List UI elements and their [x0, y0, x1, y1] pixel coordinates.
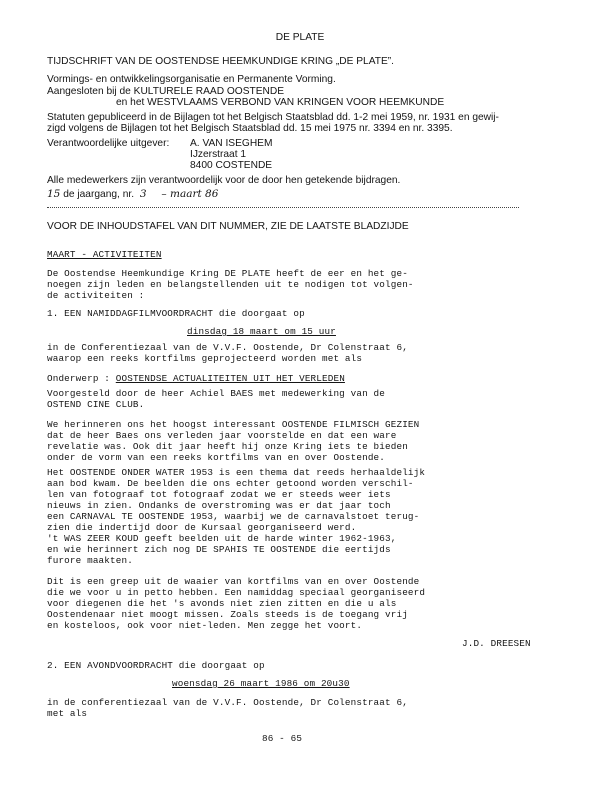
statutes-line-2: zigd volgens de Bijlagen tot het Belgisch Staatsblad dd. 15 mei 1975 nr. 3394 en nr. 3395. — [47, 123, 453, 134]
paragraph-line: nieuws in zien. Ondanks de overstroming was er dat jaar toch — [47, 500, 391, 511]
item1-paragraph-3 — [47, 576, 547, 631]
paragraph-line: en wie herinnert zich nog DE SPAHIS TE OOSTENDE die eertijds — [47, 544, 391, 555]
item1-subject — [47, 373, 345, 384]
issue-label: de jaargang, nr. — [63, 189, 135, 200]
issue-month: – maart 86 — [161, 188, 219, 200]
publisher-name: A. VAN ISEGHEM — [190, 138, 273, 149]
intro-paragraph — [47, 268, 547, 301]
page-number: 86 - 65 — [262, 733, 303, 744]
masthead-title-text: DE PLATE — [275, 32, 325, 43]
intro-line: de activiteiten : — [47, 290, 145, 301]
paragraph-line: en kosteloos, ook voor niet-leden. Men zegge het voort. — [47, 620, 363, 631]
subject-text: OOSTENDSE ACTUALITEITEN UIT HET VERLEDEN — [115, 373, 345, 384]
toc-note: VOOR DE INHOUDSTAFEL VAN DIT NUMMER, ZIE DE LAATSTE BLADZIJDE — [47, 221, 409, 232]
presented-line: Voorgesteld door de heer Achiel BAES met medewerking van de — [47, 388, 386, 399]
item1-paragraph-1 — [47, 419, 547, 463]
paragraph-line: We herinneren ons het hoogst interessant OOSTENDE FILMISCH GEZIEN — [47, 419, 420, 430]
item1-location — [47, 342, 547, 364]
item2-location-line: met als — [47, 708, 88, 719]
intro-line: noegen zijn leden en belangstellenden uit te nodigen tot volgen- — [47, 279, 414, 290]
statutes-line-1: Statuten gepubliceerd in de Bijlagen tot het Belgisch Staatsblad dd. 1-2 mei 1959, nr. 1931 en gewij- — [47, 112, 499, 123]
issue-line — [47, 188, 218, 201]
paragraph-line: onder de vorm van een reeks kortfilms van en over Oostende. — [47, 452, 386, 463]
paragraph-line: 't WAS ZEER KOUD geeft beelden uit de harde winter 1962-1963, — [47, 533, 397, 544]
signature: J.D. DREESEN — [462, 638, 531, 649]
paragraph-line: Dit is een greep uit de waaier van kortfilms van en over Oostende — [47, 576, 420, 587]
item1-paragraph-2 — [47, 467, 547, 566]
item1-date: dinsdag 18 maart om 15 uur — [187, 326, 336, 337]
paragraph-line: dat de heer Baes ons verleden jaar voorstelde en dat een ware — [47, 430, 397, 441]
paragraph-line: een CARNAVAL TE OOSTENDE 1953, waarbij we de carnavalstoet terug- — [47, 511, 420, 522]
organisation-line: Vormings- en ontwikkelingsorganisatie en Permanente Vorming. — [47, 74, 336, 85]
item2-location-line: in de conferentiezaal van de V.V.F. Oostende, Dr Colenstraat 6, — [47, 697, 408, 708]
paragraph-line: Het OOSTENDE ONDER WATER 1953 is een thema dat reeds herhaaldelijk — [47, 467, 426, 478]
item2-heading: 2. EEN AVONDVOORDRACHT die doorgaat op — [47, 660, 265, 671]
publisher-city: 8400 COSTENDE — [190, 160, 273, 171]
disclaimer: Alle medewerkers zijn verantwoordelijk voor de door hen getekende bijdragen. — [47, 175, 401, 186]
masthead-subtitle: TIJDSCHRIFT VAN DE OOSTENDSE HEEMKUNDIGE KRING „DE PLATE”. — [47, 56, 394, 67]
paragraph-line: Oostendenaar niet moogt missen. Zoals steeds is de toegang vrij — [47, 609, 408, 620]
item1-presented — [47, 388, 547, 410]
item2-location — [47, 697, 547, 719]
affiliation-line-2: en het WESTVLAAMS VERBOND VAN KRINGEN VOOR HEEMKUNDE — [116, 97, 445, 108]
publisher-street: IJzerstraat 1 — [190, 149, 247, 160]
issue-prefix: 15 — [47, 188, 61, 200]
item1-location-line: in de Conferentiezaal van de V.V.F. Oostende, Dr Colenstraat 6, — [47, 342, 408, 353]
paragraph-line: voor diegenen die het 's avonds niet zien zitten en die u als — [47, 598, 397, 609]
section-title: MAART - ACTIVITEITEN — [47, 249, 162, 260]
paragraph-line: revelatie was. Ook dit jaar heeft hij onze Kring iets te bieden — [47, 441, 408, 452]
item2-date: woensdag 26 maart 1986 om 20u30 — [172, 678, 350, 689]
subject-label: Onderwerp : — [47, 373, 111, 384]
masthead-title — [0, 32, 600, 44]
presented-line: OSTEND CINE CLUB. — [47, 399, 145, 410]
affiliation-line-1: Aangesloten bij de KULTURELE RAAD OOSTENDE — [47, 86, 285, 97]
intro-line: De Oostendse Heemkundige Kring DE PLATE heeft de eer en het ge- — [47, 268, 408, 279]
paragraph-line: zien die indertijd door de Kursaal georganiseerd werd. — [47, 522, 357, 533]
paragraph-line: die we voor u in petto hebben. Een namiddag speciaal georganiseerd — [47, 587, 426, 598]
item1-location-line: waarop een reeks kortfilms geprojecteerd worden met als — [47, 353, 363, 364]
issue-number: 3 — [139, 188, 147, 200]
paragraph-line: furore maakten. — [47, 555, 133, 566]
item1-heading: 1. EEN NAMIDDAGFILMVOORDRACHT die doorgaat op — [47, 308, 305, 319]
publisher-label: Verantwoordelijke uitgever: — [47, 138, 170, 149]
dotted-divider — [47, 207, 519, 208]
paragraph-line: len van fotograaf tot fotograaf zodat we er steeds weer iets — [47, 489, 391, 500]
paragraph-line: aan bod kwam. De beelden die ons echter getoond worden verschil- — [47, 478, 414, 489]
